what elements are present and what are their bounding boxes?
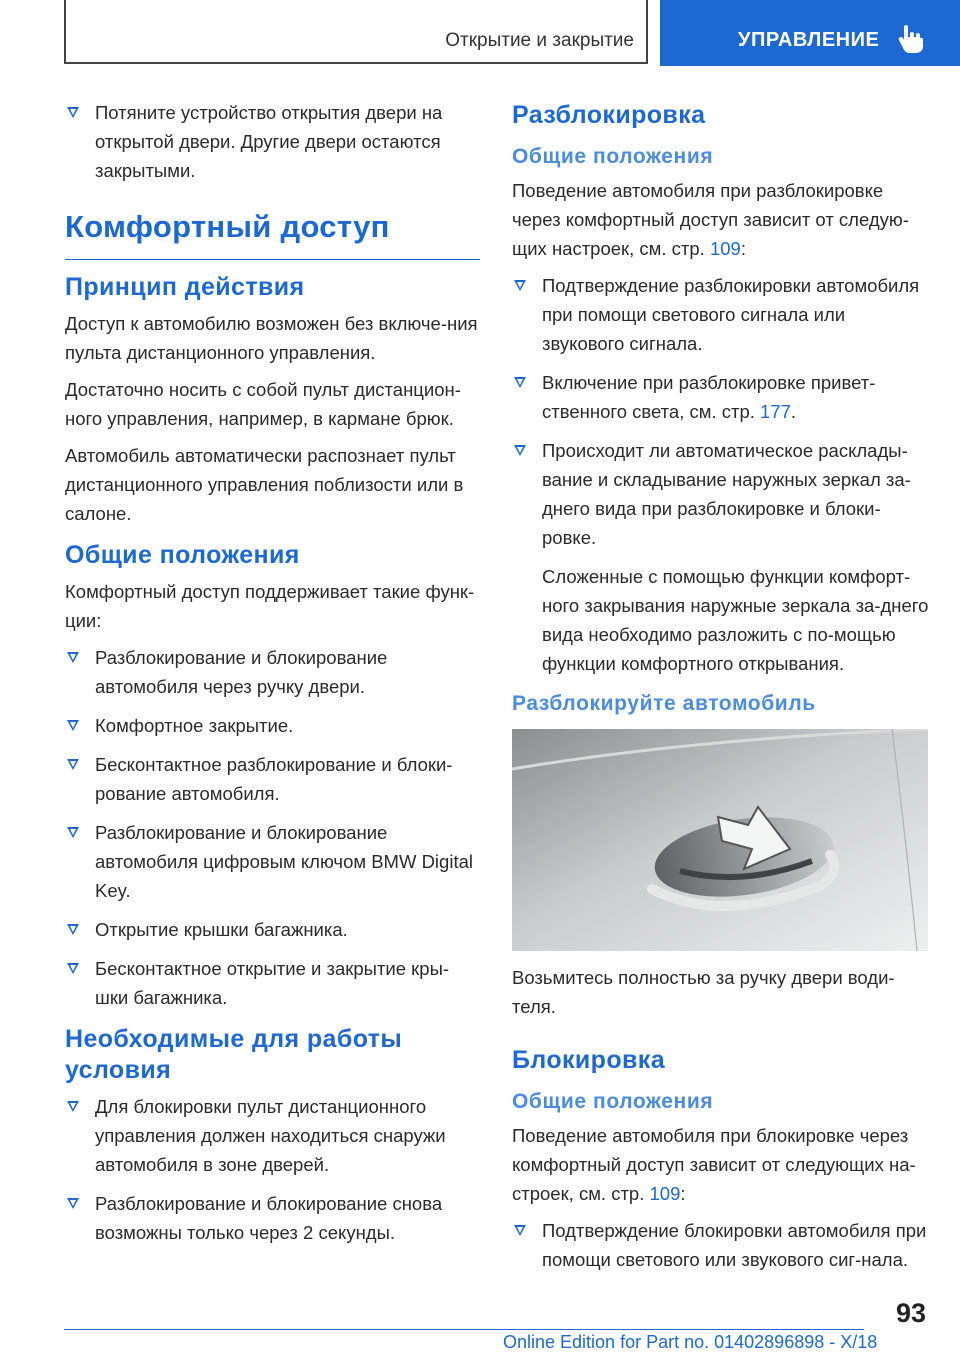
- figure-caption: Возьмитесь полностью за ручку двери води-теля.: [512, 967, 895, 1017]
- list-item: Разблокирование и блокирование автомобиля через ручку двери.: [65, 643, 480, 701]
- subheading-unlock-car: Разблокируйте автомобиль: [512, 692, 816, 715]
- heading-general: Общие положения: [65, 541, 300, 569]
- paragraph: Комфортный доступ поддерживает такие функ-ции:: [65, 581, 475, 631]
- section-heading-comfort-access: Комфортный доступ: [65, 207, 480, 260]
- paragraph: Достаточно носить с собой пульт дистанцион-ного управления, например, в кармане брюк.: [65, 379, 461, 429]
- list-item: Бесконтактное открытие и закрытие кры-шки багажника.: [65, 954, 480, 1012]
- triangle-bullet-icon: [67, 652, 79, 663]
- triangle-bullet-icon: [67, 1101, 79, 1112]
- list-item: Подтверждение разблокировки автомобиля при помощи светового сигнала или звукового сигнала.: [512, 271, 930, 358]
- note-paragraph: Сложенные с помощью функции комфорт-ного закрывания наружные зеркала за-днего вида необходимо разложить с по-мощью функции комфортного открывания.: [542, 566, 929, 674]
- heading-principle: Принцип действия: [65, 273, 305, 301]
- footer-edition: Online Edition for Part no. 01402896898 - X/18: [503, 1332, 878, 1352]
- triangle-bullet-icon: [514, 1225, 526, 1236]
- header-section-title: Открытие и закрытие: [445, 30, 634, 51]
- triangle-bullet-icon: [514, 445, 526, 456]
- triangle-bullet-icon: [67, 720, 79, 731]
- header-chapter-box: [660, 0, 960, 66]
- triangle-bullet-icon: [514, 280, 526, 291]
- hand-pointer-icon: [898, 24, 924, 54]
- door-handle-illustration: [512, 729, 928, 951]
- right-column: [512, 98, 930, 1284]
- heading-unlocking: Разблокировка: [512, 101, 706, 129]
- list-item: Комфортное закрытие.: [65, 711, 480, 740]
- list-item: Подтверждение блокировки автомобиля при помощи светового или звукового сиг-нала.: [512, 1216, 930, 1274]
- list-item: Открытие крышки багажника.: [65, 915, 480, 944]
- triangle-bullet-icon: [67, 1198, 79, 1209]
- left-column: [65, 98, 480, 1257]
- subheading-general: Общие положения: [512, 145, 714, 168]
- page-link[interactable]: 177: [760, 401, 791, 422]
- list-item: Бесконтактное разблокирование и блоки-рование автомобиля.: [65, 750, 480, 808]
- triangle-bullet-icon: [67, 827, 79, 838]
- paragraph: Поведение автомобиля при блокировке через комфортный доступ зависит от следующих на-строек, см. стр. 109:: [512, 1125, 916, 1204]
- paragraph: Автомобиль автоматически распознает пульт дистанционного управления поблизости или в салоне.: [65, 445, 464, 524]
- list-item: Включение при разблокировке привет-ственного света, см. стр. 177.: [512, 368, 930, 426]
- list-item: Происходит ли автоматическое расклады-вание и складывание наружных зеркал за-днего вида при разблокировке и блоки-ровке.: [512, 436, 930, 552]
- header-section-box: [64, 0, 648, 64]
- heading-conditions: Необходимые для работы условия: [65, 1025, 403, 1084]
- page-link[interactable]: 109: [709, 238, 741, 259]
- list-item: Потяните устройство открытия двери на открытой двери. Другие двери остаются закрытыми.: [65, 98, 480, 185]
- triangle-bullet-icon: [514, 377, 526, 388]
- triangle-bullet-icon: [67, 963, 79, 974]
- paragraph: Поведение автомобиля при разблокировке через комфортный доступ зависит от следую-щих настроек, см. стр. 109:: [512, 180, 909, 259]
- page-link[interactable]: 109: [649, 1183, 681, 1204]
- triangle-bullet-icon: [67, 924, 79, 935]
- page-number: 93: [896, 1298, 927, 1328]
- triangle-bullet-icon: [67, 759, 79, 770]
- header-chapter-title: УПРАВЛЕНИЕ: [738, 29, 880, 51]
- list-item: Разблокирование и блокирование автомобиля цифровым ключом BMW Digital Key.: [65, 818, 480, 905]
- paragraph: Доступ к автомобилю возможен без включе-ния пульта дистанционного управления.: [65, 313, 478, 363]
- triangle-bullet-icon: [67, 107, 79, 118]
- footer-divider: [64, 1329, 864, 1330]
- list-item: Разблокирование и блокирование снова возможны только через 2 секунды.: [65, 1189, 480, 1247]
- heading-locking: Блокировка: [512, 1046, 665, 1074]
- subheading-general: Общие положения: [512, 1090, 714, 1113]
- list-item: Для блокировки пульт дистанционного управления должен находиться снаружи автомобиля в зоне дверей.: [65, 1092, 480, 1179]
